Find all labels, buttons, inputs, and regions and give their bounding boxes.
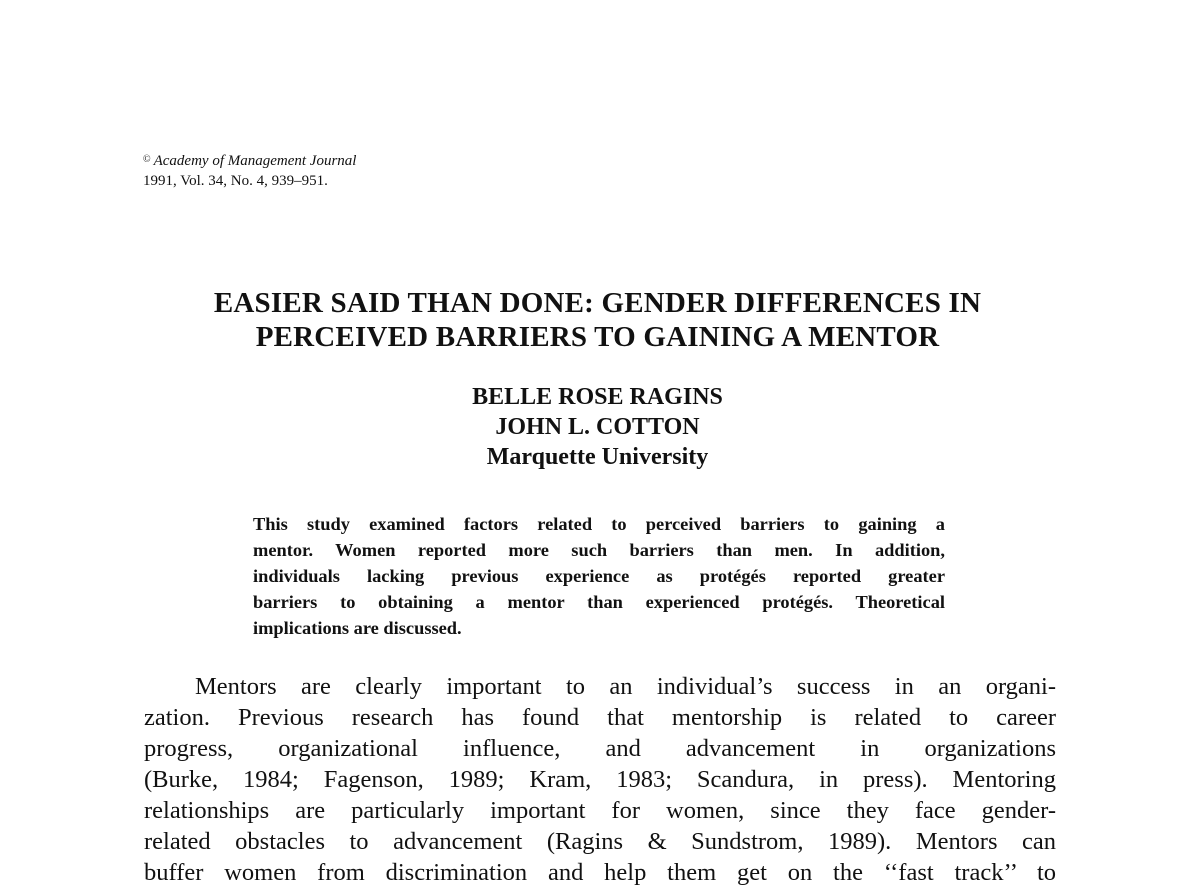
copyright-symbol: ©	[143, 154, 151, 165]
abstract-line: barriers to obtaining a mentor than experienced protégés. Theoretical	[253, 592, 945, 612]
paper-title	[120, 286, 1075, 354]
author-block	[120, 382, 1075, 472]
author-1: BELLE ROSE RAGINS	[472, 384, 723, 410]
journal-header	[143, 150, 356, 191]
abstract-line: This study examined factors related to perceived barriers to gaining a	[253, 514, 945, 534]
journal-citation: 1991, Vol. 34, No. 4, 939–951.	[143, 173, 328, 189]
journal-name: Academy of Management Journal	[153, 153, 357, 169]
body-line: Mentors are clearly important to an individual’s success in an organi-	[195, 673, 1056, 700]
body-line: related obstacles to advancement (Ragins & Sundstrom, 1989). Mentors can	[144, 828, 1056, 855]
abstract-line: individuals lacking previous experience as protégés reported greater	[253, 566, 945, 586]
body-line: zation. Previous research has found that mentorship is related to career	[144, 704, 1056, 731]
abstract	[253, 511, 945, 641]
body-text	[144, 671, 1056, 888]
body-line: buffer women from discrimination and help them get on the ‘‘fast track’’ to	[144, 859, 1056, 886]
journal-name-line	[143, 150, 356, 171]
title-line-1: EASIER SAID THAN DONE: GENDER DIFFERENCES IN	[213, 287, 982, 319]
author-affiliation: Marquette University	[486, 444, 709, 470]
body-line: relationships are particularly important for women, since they face gender-	[144, 797, 1056, 824]
abstract-line: mentor. Women reported more such barriers than men. In addition,	[253, 540, 945, 560]
title-line-2: PERCEIVED BARRIERS TO GAINING A MENTOR	[255, 321, 940, 353]
abstract-line: implications are discussed.	[253, 618, 462, 638]
body-line: (Burke, 1984; Fagenson, 1989; Kram, 1983; Scandura, in press). Mentoring	[144, 766, 1056, 793]
author-2: JOHN L. COTTON	[495, 414, 700, 440]
body-line: progress, organizational influence, and advancement in organizations	[144, 735, 1056, 762]
